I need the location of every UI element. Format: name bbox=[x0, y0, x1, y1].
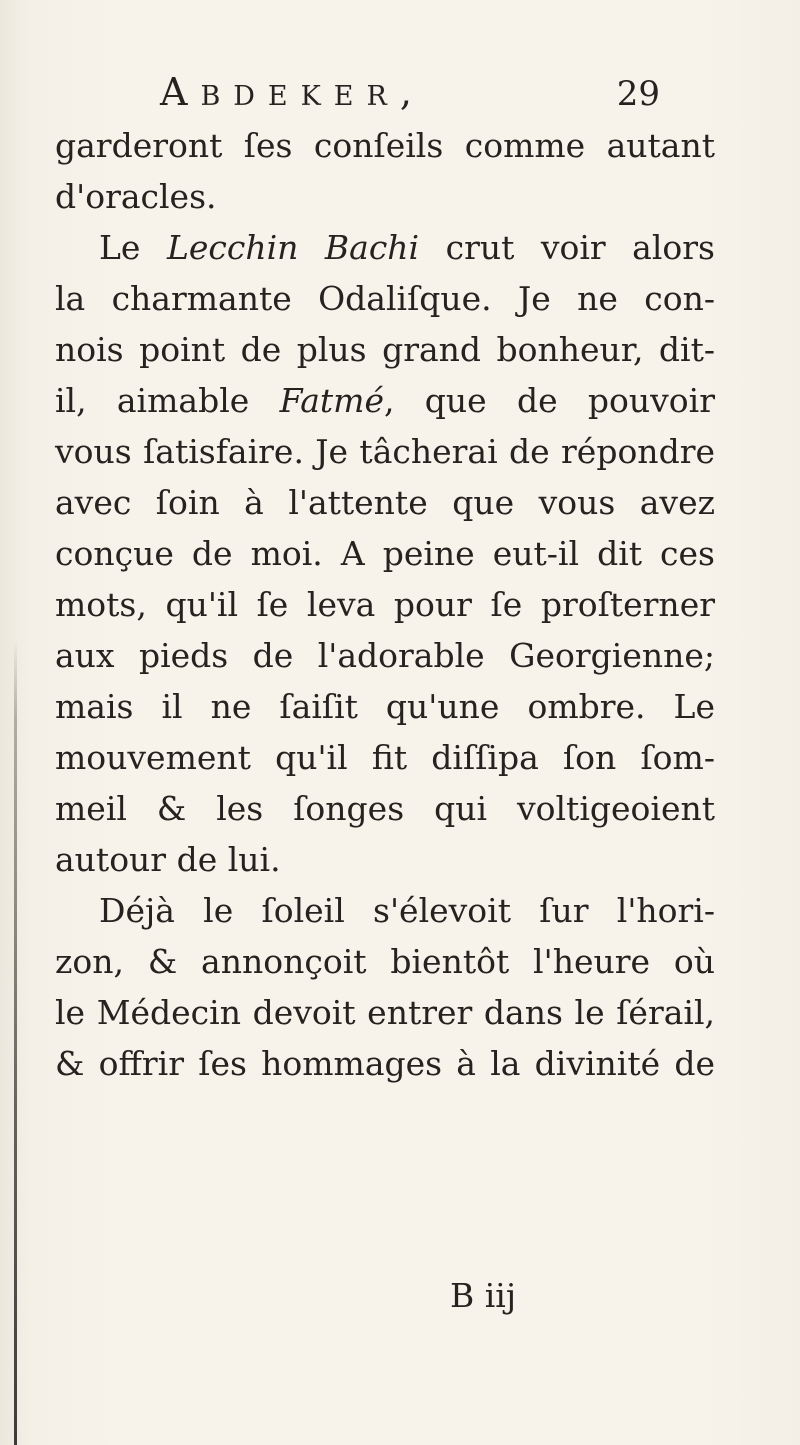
text-line bbox=[55, 273, 715, 324]
text-line bbox=[55, 222, 715, 273]
text-run: aux pieds de l'adorable Georgienne; bbox=[55, 636, 715, 675]
text-line bbox=[55, 834, 715, 885]
text-line bbox=[55, 426, 715, 477]
signature-mark: B iij bbox=[450, 1276, 517, 1315]
text-run: mots, qu'il ſe leva pour ſe proſterner bbox=[55, 585, 715, 624]
running-head: Abdeker, bbox=[160, 70, 425, 114]
text-line bbox=[55, 732, 715, 783]
italic-name: Fatmé bbox=[279, 381, 384, 420]
text-run: d'oracles. bbox=[55, 177, 217, 216]
text-run: la charmante Odaliſque. Je ne con- bbox=[55, 279, 715, 318]
text-run: garderont ſes conſeils comme autant bbox=[55, 126, 715, 165]
text-run: crut voir alors bbox=[419, 228, 715, 267]
text-run: zon, & annonçoit bientôt l'heure où bbox=[55, 942, 715, 981]
text-run: mouvement qu'il fit diſſipa ſon ſom- bbox=[55, 738, 715, 777]
text-run: il, aimable bbox=[55, 381, 280, 420]
text-run: avec ſoin à l'attente que vous avez bbox=[55, 483, 715, 522]
page-header bbox=[160, 70, 660, 120]
text-run: nois point de plus grand bonheur, dit- bbox=[55, 330, 715, 369]
body-text bbox=[55, 120, 715, 1089]
page-number: 29 bbox=[616, 74, 660, 114]
text-run: conçue de moi. A peine eut-il dit ces bbox=[55, 534, 715, 573]
text-run: Déjà le ſoleil s'élevoit ſur l'hori- bbox=[99, 891, 715, 930]
text-line bbox=[55, 375, 715, 426]
text-run: & offrir ſes hommages à la divinité de bbox=[55, 1044, 715, 1083]
text-line bbox=[55, 885, 715, 936]
binding-shadow bbox=[14, 640, 17, 1445]
text-run: Le bbox=[99, 228, 167, 267]
text-line bbox=[55, 936, 715, 987]
text-line bbox=[55, 120, 715, 171]
text-run: meil & les ſonges qui voltigeoient bbox=[55, 789, 715, 828]
text-line bbox=[55, 528, 715, 579]
text-line bbox=[55, 324, 715, 375]
text-line bbox=[55, 630, 715, 681]
text-run: vous ſatisfaire. Je tâcherai de répondre bbox=[55, 432, 715, 471]
text-line bbox=[55, 783, 715, 834]
text-line bbox=[55, 1038, 715, 1089]
text-line bbox=[55, 477, 715, 528]
text-line bbox=[55, 681, 715, 732]
text-run: le Médecin devoit entrer dans le ſérail, bbox=[55, 993, 715, 1032]
text-run: , que de pouvoir bbox=[384, 381, 715, 420]
text-line bbox=[55, 987, 715, 1038]
text-run: autour de lui. bbox=[55, 840, 281, 879]
text-line bbox=[55, 579, 715, 630]
text-line bbox=[55, 171, 715, 222]
italic-name: Lecchin Bachi bbox=[166, 228, 420, 267]
text-run: mais il ne ſaiſit qu'une ombre. Le bbox=[55, 687, 715, 726]
